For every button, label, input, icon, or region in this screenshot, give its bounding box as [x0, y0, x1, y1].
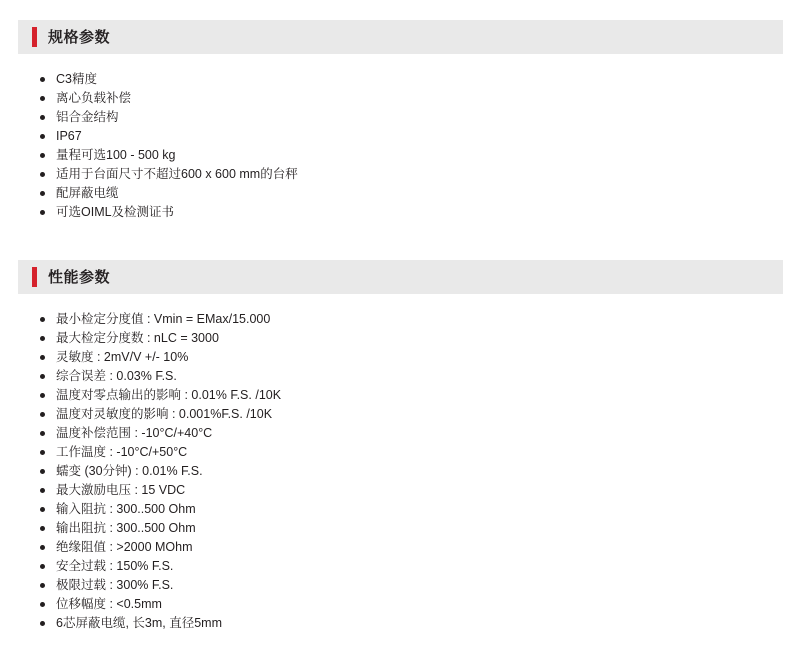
section-title: 性能参数	[48, 268, 111, 286]
list-item: 温度对灵敏度的影响 : 0.001%F.S. /10K	[40, 405, 783, 424]
list-item: 位移幅度 : <0.5mm	[40, 595, 783, 614]
list-item: 综合误差 : 0.03% F.S.	[40, 367, 783, 386]
accent-bar-icon	[32, 27, 37, 47]
list-item: 配屏蔽电缆	[40, 184, 783, 203]
list-item: IP67	[40, 127, 783, 146]
list-item: 安全过载 : 150% F.S.	[40, 557, 783, 576]
list-item: 蠕变 (30分钟) : 0.01% F.S.	[40, 462, 783, 481]
list-item: 最大检定分度数 : nLC = 3000	[40, 329, 783, 348]
section-spacer	[18, 222, 783, 240]
section-header-specifications	[18, 20, 783, 54]
section-header-performance	[18, 260, 783, 294]
list-item: 灵敏度 : 2mV/V +/- 10%	[40, 348, 783, 367]
list-item: 温度对零点输出的影响 : 0.01% F.S. /10K	[40, 386, 783, 405]
list-item: 铝合金结构	[40, 108, 783, 127]
list-item: 最小检定分度值 : Vmin = EMax/15.000	[40, 310, 783, 329]
list-item: 量程可选100 - 500 kg	[40, 146, 783, 165]
list-item: 温度补偿范围 : -10°C/+40°C	[40, 424, 783, 443]
list-item: 最大激励电压 : 15 VDC	[40, 481, 783, 500]
list-item: 输入阻抗 : 300..500 Ohm	[40, 500, 783, 519]
list-item: 极限过载 : 300% F.S.	[40, 576, 783, 595]
accent-bar-icon	[32, 267, 37, 287]
list-item: 可选OIML及检测证书	[40, 203, 783, 222]
list-item: 6芯屏蔽电缆, 长3m, 直径5mm	[40, 614, 783, 633]
list-item: 绝缘阻值 : >2000 MOhm	[40, 538, 783, 557]
document-page	[0, 20, 801, 666]
list-item: 适用于台面尺寸不超过600 x 600 mm的台秤	[40, 165, 783, 184]
section-title: 规格参数	[48, 28, 111, 46]
list-item: 离心负载补偿	[40, 89, 783, 108]
section-specifications	[18, 20, 783, 222]
list-item: 输出阻抗 : 300..500 Ohm	[40, 519, 783, 538]
specifications-list	[18, 70, 783, 222]
list-item: 工作温度 : -10°C/+50°C	[40, 443, 783, 462]
list-item: C3精度	[40, 70, 783, 89]
performance-list	[18, 310, 783, 633]
section-performance	[18, 260, 783, 633]
